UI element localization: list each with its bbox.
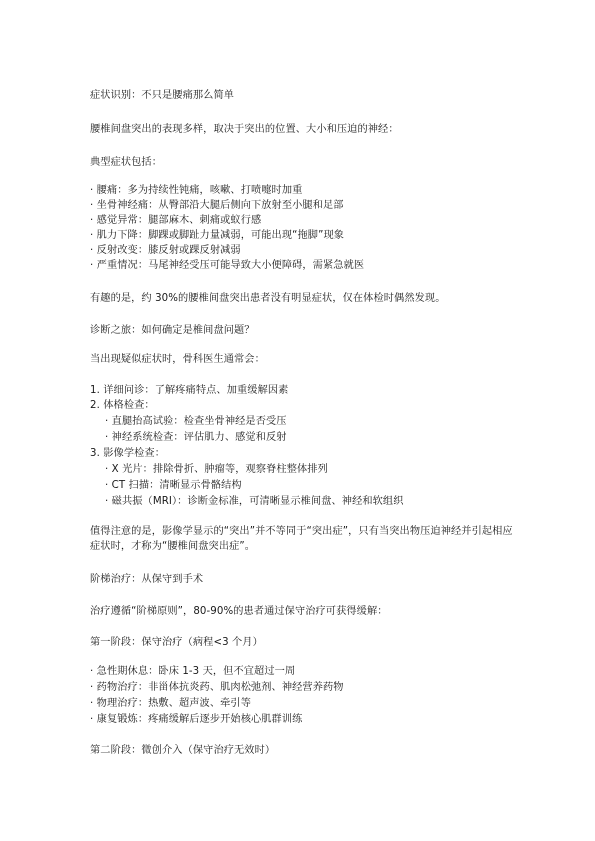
list-item: · 严重情况：马尾神经受压可能导致大小便障碍，需紧急就医 — [90, 260, 365, 271]
paragraph-intro: 当出现疑似症状时，骨科医生通常会： — [90, 354, 265, 365]
list-item: 1. 详细问诊：了解疼痛特点、加重缓解因素 — [90, 385, 289, 396]
paragraph-note: 有趣的是，约 30%的腰椎间盘突出患者没有明显症状，仅在体检时偶然发现。 — [90, 293, 446, 304]
typical-symptoms-label: 典型症状包括： — [90, 157, 163, 168]
list-item: · X 光片：排除骨折、肿瘤等，观察脊柱整体排列 — [105, 464, 328, 475]
section-heading-diagnosis: 诊断之旅：如何确定是椎间盘问题？ — [90, 325, 255, 336]
list-item: · 坐骨神经痛：从臀部沿大腿后侧向下放射至小腿和足部 — [90, 200, 344, 211]
list-item: 3. 影像学检查： — [90, 448, 165, 459]
list-item: · 肌力下降：脚踝或脚趾力量减弱，可能出现“拖脚”现象 — [90, 230, 345, 241]
list-item: · 神经系统检查：评估肌力、感觉和反射 — [105, 432, 287, 443]
list-item: 2. 体格检查： — [90, 400, 155, 411]
list-item: · 直腿抬高试验：检查坐骨神经是否受压 — [105, 416, 287, 427]
list-item: · 康复锻炼：疼痛缓解后逐步开始核心肌群训练 — [90, 714, 303, 725]
stage-label: 第二阶段：微创介入（保守治疗无效时） — [90, 745, 276, 756]
list-item: · 急性期休息：卧床 1-3 天，但不宜超过一周 — [90, 666, 296, 677]
section-heading-treatment: 阶梯治疗：从保守到手术 — [90, 574, 204, 585]
list-item: · 感觉异常：腿部麻木、刺痛或蚁行感 — [90, 215, 262, 226]
paragraph-note: 值得注意的是，影像学显示的“突出”并不等同于“突出症”，只有当突出物压迫神经并引起相应症状时，才称为“腰椎间盘突出症”。 — [90, 526, 513, 552]
section-heading-symptoms: 症状识别：不只是腰痛那么简单 — [90, 90, 235, 101]
list-item: · 物理治疗：热敷、超声波、牵引等 — [90, 698, 251, 709]
list-item: · 反射改变：膝反射或踝反射减弱 — [90, 245, 241, 256]
paragraph-intro: 治疗遵循“阶梯原则”，80-90%的患者通过保守治疗可获得缓解： — [90, 606, 388, 617]
list-item: · 药物治疗：非甾体抗炎药、肌肉松弛剂、神经营养药物 — [90, 682, 344, 693]
list-item: · 磁共振（MRI）：诊断金标准，可清晰显示椎间盘、神经和软组织 — [105, 496, 404, 507]
list-item: · CT 扫描：清晰显示骨骼结构 — [105, 480, 242, 491]
stage-label: 第一阶段：保守治疗（病程<3 个月） — [90, 637, 263, 648]
list-item: · 腰痛：多为持续性钝痛，咳嗽、打喷嚏时加重 — [90, 185, 303, 196]
paragraph-intro: 腰椎间盘突出的表现多样，取决于突出的位置、大小和压迫的神经： — [90, 124, 399, 135]
